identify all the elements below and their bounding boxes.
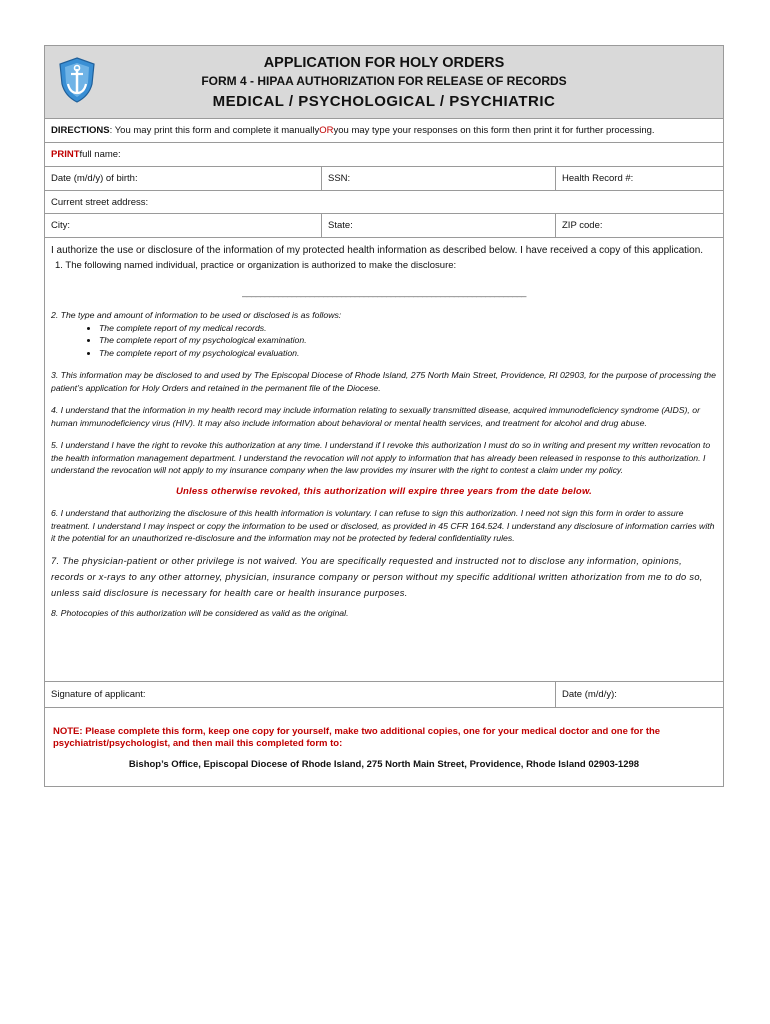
expiration-notice: Unless otherwise revoked, this authorization will expire three years from the date below. (175, 485, 593, 497)
print-label: PRINT (51, 149, 80, 160)
list-item: • The complete report of my psychological evaluation. (99, 347, 717, 360)
health-record-field[interactable] (555, 167, 723, 190)
street-row[interactable] (45, 191, 723, 214)
authorization-body (45, 238, 723, 682)
signature-row (45, 682, 723, 708)
signature-label: Signature of applicant: (51, 689, 146, 700)
form-subtitle: MEDICAL / PSYCHOLOGICAL / PSYCHIATRIC (212, 93, 556, 110)
item-6: 6. I understand that authorizing the disclosure of this health information is voluntary. I can refuse to sign this authorization. I need not sign this form in order to assure treatment. I understand I may inspect or copy the information to be used or disclosed, as provided in 45 CFR 164.524. I understand any disclosure of information carries with it the potential for an unauthorized re-disclosure and the information may not be protected by federal confidentiality rules. (51, 508, 715, 543)
directions-text (45, 119, 723, 142)
directions-text-b: you may type your responses on this form then print it for further processing. (333, 125, 655, 136)
zip-label: ZIP code: (562, 220, 603, 231)
directions-label: DIRECTIONS (51, 125, 110, 136)
ssn-label: SSN: (328, 173, 351, 184)
ssn-field[interactable] (321, 167, 555, 190)
form-header (45, 46, 723, 119)
signature-date-field[interactable] (555, 682, 723, 707)
form-title: APPLICATION FOR HOLY ORDERS (263, 55, 505, 71)
mailing-note (45, 708, 723, 771)
full-name-label: full name: (79, 149, 121, 160)
street-label: Current street address: (51, 196, 149, 208)
item-4: 4. I understand that the information in my health record may include information relating to sexually transmitted disease, acquired immunodeficiency syndrome (AIDS), or human immunodeficiency virus (HIV). It may also include information about behavioral or mental health services, and treatment for alcohol and drug abuse. (51, 405, 700, 428)
item-3: 3. This information may be disclosed to and used by The Episcopal Diocese of Rhode Island, 275 North Main Street, Providence, RI 02903, for the purpose of processing the patient’s application for Holy Orders and retained in the permanent file of the Diocese. (51, 370, 716, 393)
full-name-row[interactable] (45, 143, 723, 167)
dob-field[interactable] (45, 167, 321, 190)
health-record-label: Health Record #: (562, 173, 634, 184)
list-item: • The complete report of my medical records. (99, 322, 717, 335)
state-field[interactable] (321, 214, 555, 237)
city-label: City: (51, 220, 70, 231)
item-2: 2. The type and amount of information to be used or disclosed is as follows: (51, 310, 342, 320)
hipaa-authorization-form (44, 45, 724, 787)
item-1: 1. The following named individual, practice or organization is authorized to make the disclosure: (55, 260, 457, 271)
city-state-row (45, 214, 723, 238)
dob-label: Date (m/d/y) of birth: (51, 173, 138, 184)
directions-text-a: : You may print this form and complete it manually (109, 125, 320, 136)
item-7: 7. The physician-patient or other privilege is not waived. You are specifically requested and instructed not to disclose any information, opinions, records or x-rays to any other attorney, physician, insurance company or person without my specific additional written athorization from me to do so, unless said disclosure is necessary for health care or health insurance purposes. (51, 555, 703, 598)
full-name-field[interactable] (45, 143, 723, 166)
state-label: State: (328, 220, 353, 231)
street-field[interactable] (45, 191, 723, 213)
intro-paragraph: I authorize the use or disclosure of the information of my protected health information as described below. I have received a copy of this application. (51, 245, 704, 256)
note-text: NOTE: Please complete this form, keep one copy for yourself, make two additional copies, one for your medical doctor and one for the psychiatrist/psychologist, and then mail this completed form to: (53, 725, 661, 749)
mailing-address: Bishop’s Office, Episcopal Diocese of Rhode Island, 275 North Main Street, Providence, Rhode Island 02903-1298 (128, 759, 640, 770)
directions-row (45, 119, 723, 143)
signature-field[interactable] (45, 682, 555, 707)
form-number-line: FORM 4 - HIPAA AUTHORIZATION FOR RELEASE OF RECORDS (201, 74, 567, 88)
signature-date-label: Date (m/d/y): (562, 689, 617, 700)
list-item: • The complete report of my psychological examination. (99, 334, 717, 347)
zip-field[interactable] (555, 214, 723, 237)
city-field[interactable] (45, 214, 321, 237)
item-5: 5. I understand I have the right to revoke this authorization at any time. I understand if I revoke this authorization I must do so in writing and present my written revocation to the health information management department. I understand the revocation will not apply to information that has already been released in response to this authorization. I understand the revocation will not apply to my insurance company when the law provides my insurer with the right to contest a claim under my policy. (51, 440, 711, 475)
directions-or: OR (319, 125, 334, 136)
item-8: 8. Photocopies of this authorization will be considered as valid as the original. (51, 607, 349, 618)
disclosing-party-blank[interactable]: _______________________________________________________________ (242, 287, 526, 297)
dob-ssn-row (45, 167, 723, 191)
info-type-list (51, 322, 717, 360)
